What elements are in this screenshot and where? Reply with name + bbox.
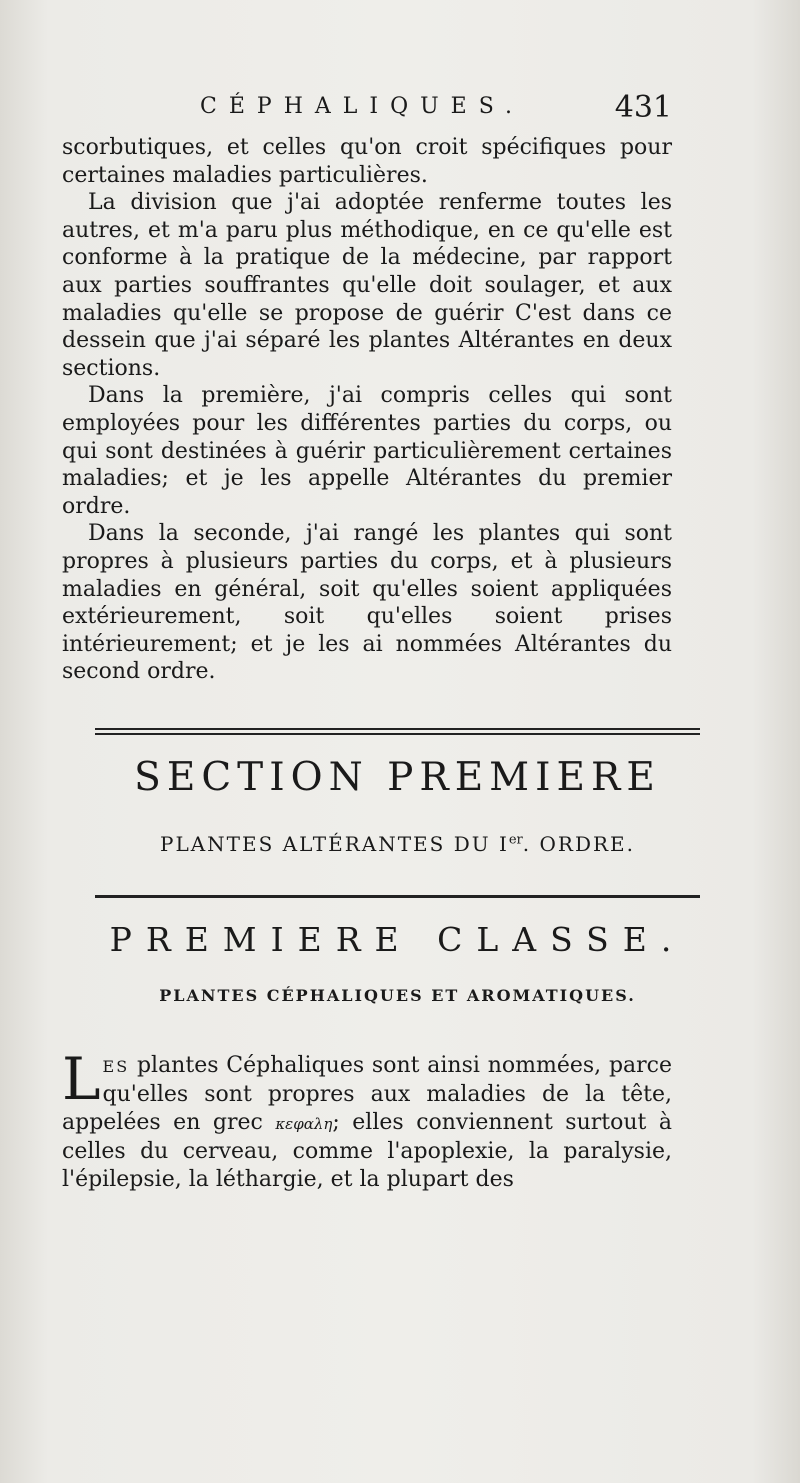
thick-rule xyxy=(95,895,700,898)
text-after-greek: ; elles conviennent surtout à celles du cerveau, comme l'apoplexie, la paralysie, l'épilepsie, la léthargie, et la plupart des xyxy=(62,1110,673,1192)
paragraph-second-section: Dans la seconde, j'ai rangé les plantes qui sont propres à plusieurs parties du corps, et à plusieurs maladies en général, soit qu'elles soient appliquées extérieurement, soit qu'elles soient prises intérieurement; et je les ai nommées Altérantes du second ordre. xyxy=(62,521,672,685)
section-subtitle-end: . ORDRE. xyxy=(522,832,636,856)
intro-text xyxy=(62,134,672,686)
paragraph-continuation: scorbutiques, et celles qu'on croit spécifiques pour certaines maladies particulières. xyxy=(62,135,672,188)
section-heading: SECTION PREMIERE xyxy=(134,755,661,800)
double-rule-top xyxy=(95,728,700,735)
paragraph-division: La division que j'ai adoptée renferme toutes les autres, et m'a paru plus méthodique, en ce qu'elle est conforme à la pratique de la médecine, par rapport aux parties souffrantes qu'elle doit soulager, et aux maladies qu'elle se propose de guérir C'est dans ce dessein que j'ai séparé les plantes Altérantes en deux sections. xyxy=(62,190,672,381)
running-head xyxy=(200,90,680,130)
class-text xyxy=(62,1045,673,1194)
class-heading: PREMIERE CLASSE. xyxy=(109,920,686,959)
drop-cap: L xyxy=(62,1045,101,1113)
paragraph-first-section: Dans la première, j'ai compris celles qui sont employées pour les différentes parties du corps, ou qui sont destinées à guérir particulièrement certaines maladies; et je les appelle Altérantes du premier ordre. xyxy=(62,383,672,519)
class-subtitle: PLANTES CÉPHALIQUES ET AROMATIQUES. xyxy=(159,986,636,1005)
running-title: CÉPHALIQUES. xyxy=(200,94,524,119)
section-subtitle xyxy=(95,832,700,856)
page-number: 431 xyxy=(614,90,672,125)
paragraph-cephaliques xyxy=(62,1045,673,1194)
greek-word: κεφαλη xyxy=(275,1115,333,1133)
section-subtitle-sup: er xyxy=(508,832,523,848)
smallcaps-text: ES xyxy=(102,1057,130,1076)
text-before-greek: plantes Céphaliques sont ainsi nommées, parce qu'elles sont propres aux maladies de la tête, appelées en grec xyxy=(62,1053,672,1135)
section-subtitle-main: PLANTES ALTÉRANTES DU I xyxy=(159,832,509,856)
